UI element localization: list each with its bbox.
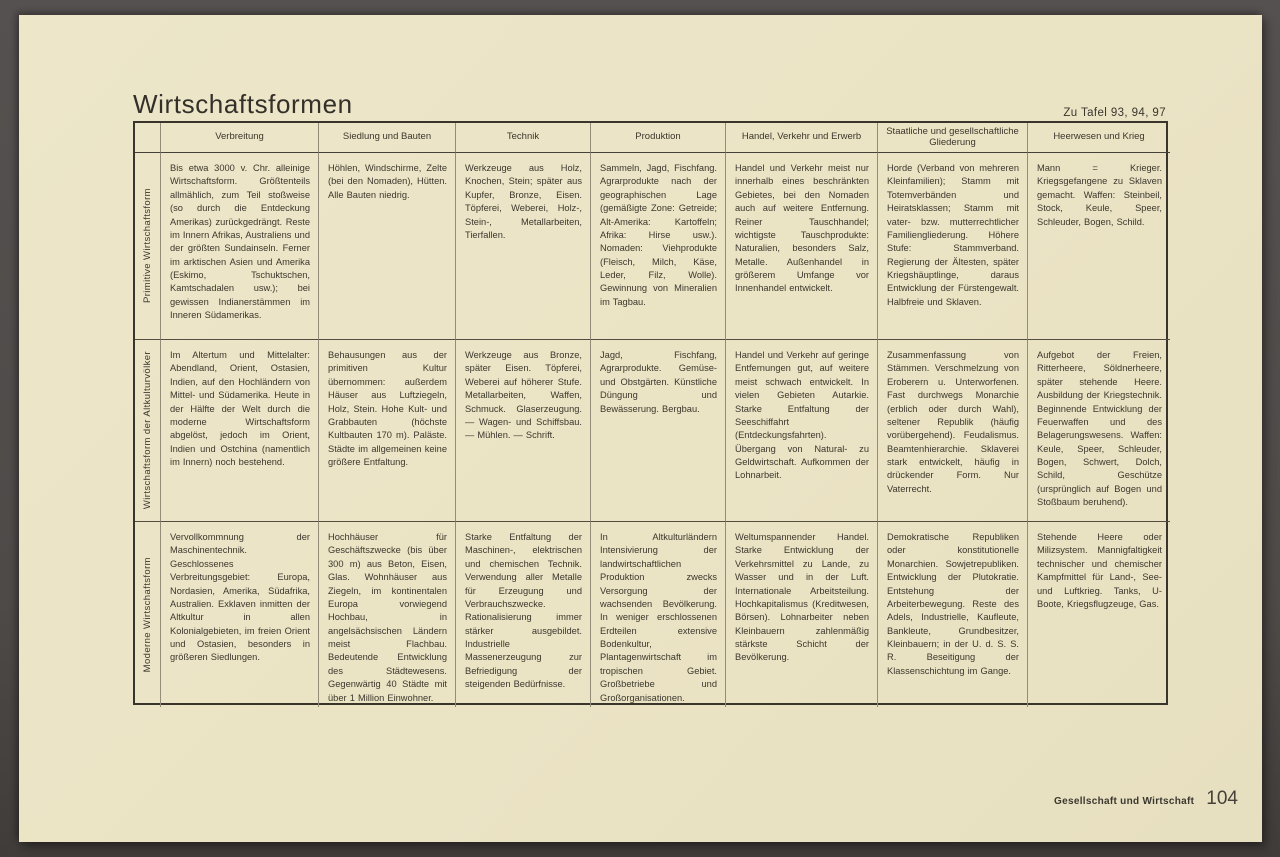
column-header-verbreitung: Verbreitung: [161, 123, 319, 153]
table-cell: Vervollkommnung der Maschinentechnik. Geschlossenes Verbreitungsgebiet: Europa, Nordasien, Amerika, Südafrika, Australien. Exklaven inmitten der Altkultur in allen Kolonialgebieten, im freien Orient und Ostasien, besonders in größeren Siedlungen.: [161, 522, 319, 707]
table-cell: Handel und Verkehr auf geringe Entfernungen gut, auf weitere meist schwach entwickelt. In vielen Gebieten Autarkie. Starke Entfaltung der Seeschiffahrt (Entdeckungsfahrten). Übergang von Natural- zu Geldwirtschaft. Aufkommen der Lohnarbeit.: [726, 340, 878, 522]
table-cell: Behausungen aus der primitiven Kultur übernommen: außerdem Häuser aus Luftziegeln, Holz, Stein. Hohe Kult- und Grabbauten (höchste Kultbauten 170 m). Paläste. Städte im allgemeinen keine größere Entfaltung.: [319, 340, 456, 522]
column-header-technik: Technik: [456, 123, 591, 153]
column-header-staatliche-gliederung: Staatliche und gesellschaftliche Gliederung: [878, 123, 1028, 153]
column-header-heerwesen-krieg: Heerwesen und Krieg: [1028, 123, 1170, 153]
row-label-altkulturvoelker: Wirtschaftsform der Altkulturvölker: [135, 340, 161, 522]
table-cell: Zusammenfassung von Stämmen. Verschmelzung von Eroberern u. Unterworfenen. Fast durchwegs Monarchie (erblich oder durch Wahl), seltener Republik (häufig vorübergehend). Feudalismus. Beamtenhierarchie. Sklaverei stark entwickelt, häufig in drückender Form. Nur Vaterrecht.: [878, 340, 1028, 522]
page-title: Wirtschaftsformen: [133, 89, 353, 119]
row-label-moderne-wirtschaftsform: Moderne Wirtschaftsform: [135, 522, 161, 707]
table-cell: Horde (Verband von mehreren Kleinfamilien); Stamm mit Totemverbänden und Heiratsklassen; Stamm mit vater- bzw. mutterrechtlicher Familiengliederung. Höhere Stufe: Stammverband. Regierung der Ältesten, später Kriegshäuptlinge, daraus Entwicklung der Fürstengewalt. Halbfreie und Sklaven.: [878, 153, 1028, 340]
economy-forms-table: [133, 121, 1168, 705]
footer-section-label: Gesellschaft und Wirtschaft: [1054, 796, 1195, 807]
page-number: 104: [1206, 788, 1238, 809]
table-cell: Weltumspannender Handel. Starke Entwicklung der Verkehrsmittel zu Lande, zu Wasser und in der Luft. Internationale Arbeitsteilung. Hochkapitalismus (Kreditwesen, Börsen). Lohnarbeiter neben Kleinbauern zahlenmäßig stärkste Schicht der Bevölkerung.: [726, 522, 878, 707]
column-header-produktion: Produktion: [591, 123, 726, 153]
table-cell: Hochhäuser für Geschäftszwecke (bis über 300 m) aus Beton, Eisen, Glas. Wohnhäuser aus Ziegeln, im kontinentalen Europa vorwiegend Hochbau, in angelsächsischen Ländern meist Flachbau. Bedeutende Entwicklung des Städtewesens. Gegenwärtig 40 Städte mit über 1 Million Einwohner.: [319, 522, 456, 707]
table-cell: Handel und Verkehr meist nur innerhalb eines beschränkten Gebietes, bei den Nomaden auch auf weitere Entfernung. Reiner Tauschhandel; wichtigste Tauschprodukte: Naturalien, besonders Salz, Metalle. Außenhandel in größerem Umfange vor Innenhandel entwickelt.: [726, 153, 878, 340]
scanned-page: [19, 15, 1262, 842]
table-cell: Stehende Heere oder Milizsystem. Mannigfaltigkeit technischer und chemischer Kampfmittel für Land-, See- und Luftkrieg. Tanks, U-Boote, Kriegsflugzeuge, Gas.: [1037, 532, 1162, 609]
table-cell: Sammeln, Jagd, Fischfang. Agrarprodukte nach der geographischen Lage (gemäßigte Zone: Getreide; Alt-Amerika: Kartoffeln; Afrika: Hirse usw.). Nomaden: Viehprodukte (Fleisch, Milch, Käse, Leder, Filz, Wolle). Gewinnung von Mineralien im Tagbau.: [591, 153, 726, 340]
table-corner-cell: [135, 123, 161, 153]
table-cell: Bis etwa 3000 v. Chr. alleinige Wirtschaftsform. Größtenteils allmählich, zum Teil stoßweise (so durch die Entdeckung Amerikas) zurückgedrängt. Reste im Innern Afrikas, Australiens und der größten Sundainseln. Ferner im arktischen Asien und Amerika (Eskimo, Tschuktschen, Kamtschadalen usw.); bei gewissen Indianerstämmen im Inneren Südamerikas.: [161, 153, 319, 340]
table-cell: Mann = Krieger. Kriegsgefangene zu Sklaven gemacht. Waffen: Steinbeil, Stock, Keule, Speer, Schleuder, Bogen, Schild.: [1028, 153, 1170, 340]
page-footer: [1054, 788, 1238, 810]
table-cell: Jagd, Fischfang, Agrarprodukte. Gemüse- und Obstgärten. Künstliche Düngung und Bewässerung. Bergbau.: [591, 340, 726, 522]
row-label-primitive-wirtschaftsform: Primitive Wirtschaftsform: [135, 153, 161, 340]
table-cell: Werkzeuge aus Bronze, später Eisen. Töpferei, Weberei auf höherer Stufe. Metallarbeiten, Waffen, Schmuck. Glaserzeugung. — Wagen- und Schiffsbau. — Mühlen. — Schrift.: [456, 340, 591, 522]
column-header-siedlung-und-bauten: Siedlung und Bauten: [319, 123, 456, 153]
column-header-handel-verkehr-erwerb: Handel, Verkehr und Erwerb: [726, 123, 878, 153]
table-cell: Werkzeuge aus Holz, Knochen, Stein; später aus Kupfer, Bronze, Eisen. Töpferei, Weberei, Holz-, Stein-, Metallarbeiten, Tierfallen.: [456, 153, 591, 340]
table-cell: Starke Entfaltung der Maschinen-, elektrischen und chemischen Technik. Verwendung aller Metalle für Erzeugung und Verbrauchszwecke. Rationalisierung immer stärker ausgebildet. Industrielle Massenerzeugung zur Befriedigung der steigenden Bedürfnisse.: [456, 522, 591, 707]
reference-note: Zu Tafel 93, 94, 97: [1063, 107, 1166, 119]
table-cell: In Altkulturländern Intensivierung der landwirtschaftlichen Produktion zwecks Versorgung der wachsenden Bevölkerung. In weniger erschlossenen Erdteilen extensive Bodenkultur, Plantagenwirtschaft im tropischen Gebiet. Großbetriebe und Großorganisationen.: [591, 522, 726, 707]
table-cell: Aufgebot der Freien, Ritterheere, Söldnerheere, später stehende Heere. Ausbildung der Kriegstechnik. Beginnende Entwicklung der Feuerwaffen und des Belagerungswesens. Waffen: Keule, Speer, Schleuder, Bogen, Schwert, Dolch, Schild, Geschütze (ursprünglich auf Bogen und Stoßbaum beruhend).: [1028, 340, 1170, 522]
table-cell: Im Altertum und Mittelalter: Abendland, Orient, Ostasien, Indien, auf den Hochländern von Mittel- und Südamerika. Heute in der Hälfte der Welt durch die moderne Wirtschaftsform abgelöst, jedoch im Orient, Indien und Ostchina (namentlich im Innern) noch bestehend.: [161, 340, 319, 522]
table-cell: Höhlen, Windschirme, Zelte (bei den Nomaden), Hütten. Alle Bauten niedrig.: [319, 153, 456, 340]
table-cell: Demokratische Republiken oder konstitutionelle Monarchien. Sowjetrepubliken. Entwicklung der Plutokratie. Entstehung der Arbeiterbewegung. Reste des Adels, Industrielle, Kaufleute, Bankleute, Grundbesitzer, Kleinbauern; in der U. d. S. S. R. Beseitigung der Klassenschichtung im Gange.: [878, 522, 1028, 707]
